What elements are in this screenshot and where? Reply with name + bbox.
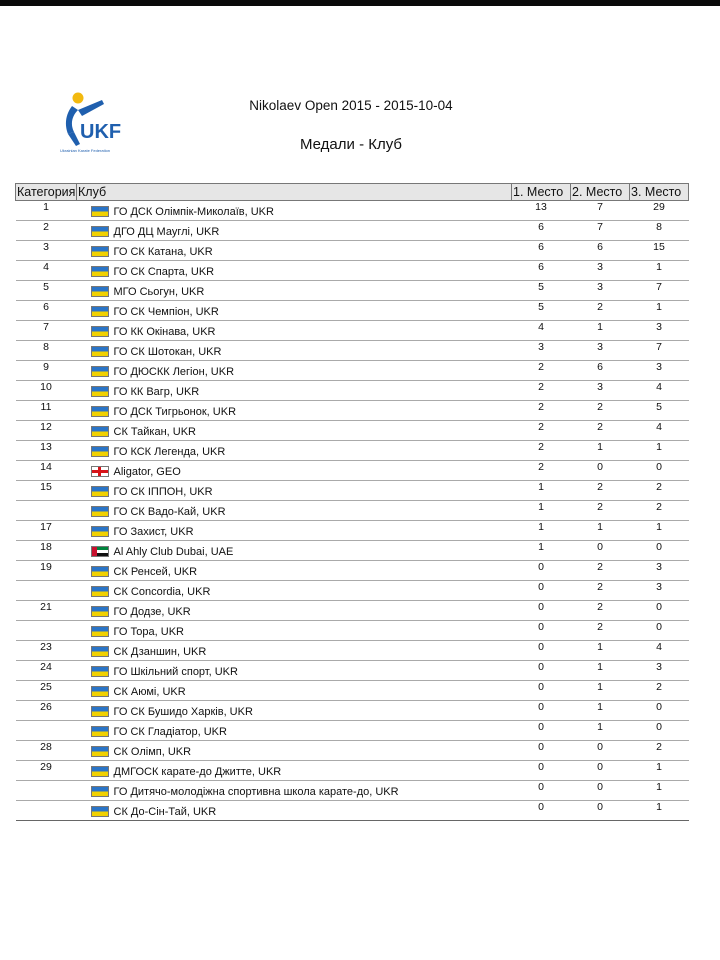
table-row xyxy=(16,741,689,761)
club-cell xyxy=(77,621,512,641)
category-cell: 4 xyxy=(16,261,77,281)
club-cell xyxy=(77,521,512,541)
club-name: ГО Додзе, UKR xyxy=(113,605,191,618)
third-place-count: 3 xyxy=(630,581,689,601)
ukraine-flag-icon xyxy=(91,426,109,437)
third-place-count: 5 xyxy=(630,401,689,421)
column-header-category: Категория xyxy=(17,185,76,199)
third-place-count: 7 xyxy=(630,341,689,361)
first-place-count: 0 xyxy=(512,641,571,661)
ukraine-flag-icon xyxy=(91,686,109,697)
second-place-count: 7 xyxy=(571,221,630,241)
club-cell xyxy=(77,761,512,781)
uae-flag-icon xyxy=(91,546,109,557)
category-cell: 8 xyxy=(16,341,77,361)
first-place-count: 4 xyxy=(512,321,571,341)
category-cell: 12 xyxy=(16,421,77,441)
third-place-count: 1 xyxy=(630,521,689,541)
first-place-count: 2 xyxy=(512,361,571,381)
table-row xyxy=(16,301,689,321)
first-place-count: 0 xyxy=(512,581,571,601)
club-name: МГО Сьогун, UKR xyxy=(113,285,205,298)
second-place-count: 0 xyxy=(571,781,630,801)
top-edge-bar xyxy=(0,0,720,6)
ukraine-flag-icon xyxy=(91,386,109,397)
category-cell: 23 xyxy=(16,641,77,661)
first-place-count: 1 xyxy=(512,541,571,561)
club-cell xyxy=(77,781,512,801)
category-cell: 6 xyxy=(16,301,77,321)
table-header-row xyxy=(16,184,689,201)
third-place-count: 4 xyxy=(630,641,689,661)
club-cell xyxy=(77,421,512,441)
first-place-count: 13 xyxy=(512,201,571,221)
club-cell xyxy=(77,241,512,261)
third-place-count: 3 xyxy=(630,561,689,581)
third-place-count: 0 xyxy=(630,601,689,621)
first-place-count: 0 xyxy=(512,621,571,641)
second-place-count: 7 xyxy=(571,201,630,221)
table-row xyxy=(16,801,689,821)
first-place-count: 1 xyxy=(512,481,571,501)
third-place-count: 0 xyxy=(630,721,689,741)
first-place-count: 0 xyxy=(512,681,571,701)
third-place-count: 1 xyxy=(630,261,689,281)
table-row xyxy=(16,361,689,381)
ukraine-flag-icon xyxy=(91,226,109,237)
club-cell xyxy=(77,661,512,681)
ukraine-flag-icon xyxy=(91,666,109,677)
club-name: ДМГОСК карате-до Джитте, UKR xyxy=(113,765,282,778)
table-row xyxy=(16,561,689,581)
second-place-count: 1 xyxy=(571,441,630,461)
report-subtitle: Медали - Клуб xyxy=(300,136,402,153)
club-name: ГО СК Спарта, UKR xyxy=(113,265,215,278)
third-place-count: 1 xyxy=(630,781,689,801)
category-cell: 15 xyxy=(16,481,77,501)
ukraine-flag-icon xyxy=(91,326,109,337)
table-row xyxy=(16,521,689,541)
club-name: СК Ренсей, UKR xyxy=(113,565,198,578)
column-header-third-place: 3. Место xyxy=(630,184,689,201)
category-cell: 2 xyxy=(16,221,77,241)
second-place-count: 3 xyxy=(571,341,630,361)
third-place-count: 3 xyxy=(630,661,689,681)
second-place-count: 2 xyxy=(571,481,630,501)
first-place-count: 0 xyxy=(512,761,571,781)
first-place-count: 2 xyxy=(512,421,571,441)
table-row xyxy=(16,241,689,261)
category-cell: 25 xyxy=(16,681,77,701)
third-place-count: 2 xyxy=(630,741,689,761)
second-place-count: 0 xyxy=(571,741,630,761)
club-cell xyxy=(77,721,512,741)
table-row xyxy=(16,321,689,341)
second-place-count: 2 xyxy=(571,581,630,601)
table-row xyxy=(16,221,689,241)
club-cell xyxy=(77,501,512,521)
club-name: ГО СК Катана, UKR xyxy=(113,245,213,258)
second-place-count: 1 xyxy=(571,321,630,341)
third-place-count: 3 xyxy=(630,361,689,381)
second-place-count: 2 xyxy=(571,621,630,641)
table-row xyxy=(16,261,689,281)
first-place-count: 5 xyxy=(512,301,571,321)
club-name: СК Concordia, UKR xyxy=(113,585,211,598)
first-place-count: 0 xyxy=(512,801,571,821)
category-cell: 14 xyxy=(16,461,77,481)
club-name: ГО СК ІППОН, UKR xyxy=(113,485,213,498)
club-name: СК Аюмі, UKR xyxy=(113,685,186,698)
first-place-count: 1 xyxy=(512,501,571,521)
table-row xyxy=(16,601,689,621)
ukraine-flag-icon xyxy=(91,246,109,257)
second-place-count: 1 xyxy=(571,641,630,661)
column-header-first-place: 1. Место xyxy=(512,184,571,201)
table-row xyxy=(16,541,689,561)
club-cell xyxy=(77,561,512,581)
third-place-count: 3 xyxy=(630,321,689,341)
first-place-count: 2 xyxy=(512,441,571,461)
category-cell: 9 xyxy=(16,361,77,381)
medals-table xyxy=(15,183,689,821)
ukraine-flag-icon xyxy=(91,486,109,497)
club-name: ГО ДСК Тигрьонок, UKR xyxy=(113,405,237,418)
ukraine-flag-icon xyxy=(91,766,109,777)
first-place-count: 2 xyxy=(512,381,571,401)
second-place-count: 3 xyxy=(571,381,630,401)
third-place-count: 1 xyxy=(630,761,689,781)
table-row xyxy=(16,761,689,781)
table-row xyxy=(16,281,689,301)
club-cell xyxy=(77,301,512,321)
ukraine-flag-icon xyxy=(91,286,109,297)
table-row xyxy=(16,501,689,521)
category-cell xyxy=(16,721,77,741)
third-place-count: 0 xyxy=(630,461,689,481)
table-row xyxy=(16,681,689,701)
second-place-count: 2 xyxy=(571,601,630,621)
second-place-count: 1 xyxy=(571,681,630,701)
first-place-count: 3 xyxy=(512,341,571,361)
ukraine-flag-icon xyxy=(91,206,109,217)
ukraine-flag-icon xyxy=(91,646,109,657)
second-place-count: 0 xyxy=(571,801,630,821)
third-place-count: 7 xyxy=(630,281,689,301)
club-name: ГО КСК Легенда, UKR xyxy=(113,445,226,458)
second-place-count: 2 xyxy=(571,561,630,581)
second-place-count: 0 xyxy=(571,461,630,481)
ukraine-flag-icon xyxy=(91,726,109,737)
second-place-count: 2 xyxy=(571,301,630,321)
club-name: ДГО ДЦ Мауглі, UKR xyxy=(113,225,220,238)
table-row xyxy=(16,381,689,401)
table-row xyxy=(16,401,689,421)
event-title: Nikolaev Open 2015 - 2015-10-04 xyxy=(249,98,453,113)
club-name: ГО Захист, UKR xyxy=(113,525,194,538)
table-row xyxy=(16,781,689,801)
ukraine-flag-icon xyxy=(91,266,109,277)
third-place-count: 15 xyxy=(630,241,689,261)
club-cell xyxy=(77,381,512,401)
table-row xyxy=(16,441,689,461)
category-cell xyxy=(16,581,77,601)
club-name: СК До-Сін-Тай, UKR xyxy=(113,805,217,818)
category-cell: 13 xyxy=(16,441,77,461)
table-row xyxy=(16,701,689,721)
column-header-second-place: 2. Место xyxy=(571,184,630,201)
table-row xyxy=(16,201,689,221)
ukraine-flag-icon xyxy=(91,566,109,577)
club-cell xyxy=(77,541,512,561)
table-row xyxy=(16,721,689,741)
ukraine-flag-icon xyxy=(91,366,109,377)
second-place-count: 3 xyxy=(571,281,630,301)
club-cell xyxy=(77,801,512,821)
ukraine-flag-icon xyxy=(91,786,109,797)
club-cell xyxy=(77,201,512,221)
category-cell xyxy=(16,621,77,641)
category-cell: 5 xyxy=(16,281,77,301)
second-place-count: 1 xyxy=(571,701,630,721)
second-place-count: 2 xyxy=(571,401,630,421)
club-cell xyxy=(77,641,512,661)
second-place-count: 2 xyxy=(571,421,630,441)
third-place-count: 0 xyxy=(630,701,689,721)
club-name: ГО ДЮСКК Легіон, UKR xyxy=(113,365,235,378)
club-name: СК Тайкан, UKR xyxy=(113,425,196,438)
third-place-count: 29 xyxy=(630,201,689,221)
ukraine-flag-icon xyxy=(91,406,109,417)
column-header-club: Клуб xyxy=(77,184,512,201)
category-cell: 28 xyxy=(16,741,77,761)
table-row xyxy=(16,621,689,641)
table-row xyxy=(16,641,689,661)
club-cell xyxy=(77,581,512,601)
georgia-flag-icon xyxy=(91,466,109,477)
club-name: Aligator, GEO xyxy=(113,465,181,478)
category-cell: 11 xyxy=(16,401,77,421)
club-name: ГО СК Вадо-Кай, UKR xyxy=(113,505,226,518)
category-cell xyxy=(16,801,77,821)
ukraine-flag-icon xyxy=(91,506,109,517)
club-name: ГО ДСК Олімпік-Миколаїв, UKR xyxy=(113,205,274,218)
category-cell xyxy=(16,501,77,521)
first-place-count: 0 xyxy=(512,701,571,721)
category-cell: 26 xyxy=(16,701,77,721)
club-name: СК Олімп, UKR xyxy=(113,745,192,758)
club-cell xyxy=(77,741,512,761)
third-place-count: 8 xyxy=(630,221,689,241)
first-place-count: 0 xyxy=(512,601,571,621)
category-cell: 29 xyxy=(16,761,77,781)
club-name: ГО Дитячо-молодіжна спортивна школа карате-до, UKR xyxy=(113,785,399,798)
club-name: СК Дзаншин, UKR xyxy=(113,645,207,658)
club-name: ГО СК Гладіатор, UKR xyxy=(113,725,227,738)
first-place-count: 0 xyxy=(512,781,571,801)
table-body xyxy=(16,201,689,821)
first-place-count: 0 xyxy=(512,561,571,581)
second-place-count: 1 xyxy=(571,721,630,741)
club-cell xyxy=(77,701,512,721)
ukraine-flag-icon xyxy=(91,626,109,637)
table-row xyxy=(16,481,689,501)
ukraine-flag-icon xyxy=(91,526,109,537)
club-cell xyxy=(77,681,512,701)
ukraine-flag-icon xyxy=(91,746,109,757)
club-cell xyxy=(77,481,512,501)
club-cell xyxy=(77,341,512,361)
club-name: ГО СК Шотокан, UKR xyxy=(113,345,222,358)
ukraine-flag-icon xyxy=(91,606,109,617)
club-cell xyxy=(77,401,512,421)
club-cell xyxy=(77,601,512,621)
club-name: ГО Тора, UKR xyxy=(113,625,185,638)
club-cell xyxy=(77,461,512,481)
first-place-count: 6 xyxy=(512,261,571,281)
ukraine-flag-icon xyxy=(91,586,109,597)
svg-text:UKF: UKF xyxy=(80,121,122,143)
second-place-count: 1 xyxy=(571,521,630,541)
ukraine-flag-icon xyxy=(91,346,109,357)
table-row xyxy=(16,581,689,601)
second-place-count: 0 xyxy=(571,761,630,781)
category-cell: 10 xyxy=(16,381,77,401)
category-cell: 19 xyxy=(16,561,77,581)
first-place-count: 1 xyxy=(512,521,571,541)
third-place-count: 1 xyxy=(630,441,689,461)
first-place-count: 0 xyxy=(512,721,571,741)
category-cell: 7 xyxy=(16,321,77,341)
third-place-count: 0 xyxy=(630,541,689,561)
ukraine-flag-icon xyxy=(91,446,109,457)
first-place-count: 5 xyxy=(512,281,571,301)
club-cell xyxy=(77,281,512,301)
second-place-count: 0 xyxy=(571,541,630,561)
ukraine-flag-icon xyxy=(91,306,109,317)
second-place-count: 3 xyxy=(571,261,630,281)
svg-text:Ukrainian Karate Federation: Ukrainian Karate Federation xyxy=(60,148,111,153)
first-place-count: 0 xyxy=(512,661,571,681)
third-place-count: 2 xyxy=(630,501,689,521)
category-cell: 3 xyxy=(16,241,77,261)
category-cell: 18 xyxy=(16,541,77,561)
ukraine-flag-icon xyxy=(91,806,109,817)
club-name: ГО Шкільний спорт, UKR xyxy=(113,665,238,678)
club-cell xyxy=(77,321,512,341)
category-cell xyxy=(16,781,77,801)
category-cell: 17 xyxy=(16,521,77,541)
first-place-count: 2 xyxy=(512,401,571,421)
category-cell: 24 xyxy=(16,661,77,681)
table-row xyxy=(16,421,689,441)
ukf-logo xyxy=(58,88,148,158)
second-place-count: 6 xyxy=(571,241,630,261)
category-cell: 21 xyxy=(16,601,77,621)
table-row xyxy=(16,461,689,481)
second-place-count: 2 xyxy=(571,501,630,521)
first-place-count: 2 xyxy=(512,461,571,481)
club-name: ГО КК Вагр, UKR xyxy=(113,385,200,398)
third-place-count: 2 xyxy=(630,481,689,501)
ukraine-flag-icon xyxy=(91,706,109,717)
club-cell xyxy=(77,261,512,281)
third-place-count: 4 xyxy=(630,421,689,441)
third-place-count: 4 xyxy=(630,381,689,401)
club-cell xyxy=(77,221,512,241)
club-name: ГО КК Окінава, UKR xyxy=(113,325,216,338)
third-place-count: 1 xyxy=(630,301,689,321)
third-place-count: 0 xyxy=(630,621,689,641)
second-place-count: 6 xyxy=(571,361,630,381)
club-cell xyxy=(77,441,512,461)
club-name: ГО СК Чемпіон, UKR xyxy=(113,305,219,318)
third-place-count: 1 xyxy=(630,801,689,821)
third-place-count: 2 xyxy=(630,681,689,701)
second-place-count: 1 xyxy=(571,661,630,681)
first-place-count: 0 xyxy=(512,741,571,761)
club-name: ГО СК Бушидо Харків, UKR xyxy=(113,705,253,718)
table-row xyxy=(16,661,689,681)
category-cell: 1 xyxy=(16,201,77,221)
first-place-count: 6 xyxy=(512,241,571,261)
first-place-count: 6 xyxy=(512,221,571,241)
club-name: Al Ahly Club Dubai, UAE xyxy=(113,545,234,558)
table-row xyxy=(16,341,689,361)
club-cell xyxy=(77,361,512,381)
